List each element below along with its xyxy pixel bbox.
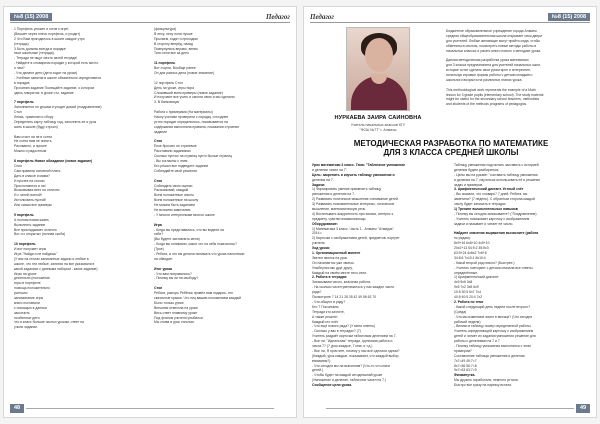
text-line: - Что вам понравилось?	[154, 271, 192, 276]
text-line: 3. В банковскую	[154, 100, 180, 105]
right-page-column-1	[312, 163, 448, 407]
text-line: шить в школе (буду строил)	[14, 124, 58, 129]
text-line	[14, 208, 147, 213]
text-line: (Вы будете заставлять меня)	[154, 237, 200, 242]
text-line: помощь положительно	[14, 286, 50, 291]
text-line: 40:5 40:5 20:4 7x2	[454, 295, 483, 300]
text-line: Ёлке бросать по страничке	[154, 144, 197, 149]
text-line: and students of the methods programs of pedagogics.	[446, 102, 528, 107]
text-line: 8x7=56 56:7=8	[454, 363, 477, 368]
text-line: Кто решил все подведите задание	[154, 163, 209, 168]
text-line: Таблицу умножения подсчитать заставить с историей	[454, 163, 539, 167]
text-line	[14, 237, 147, 242]
text-line: (Трое)	[154, 247, 164, 252]
text-line: Или скажи все примеры	[14, 203, 52, 208]
text-line: Итог урока	[154, 266, 173, 271]
text-line: This methodological work represents the example of a Math	[446, 87, 536, 92]
text-line: - Найдите в словарном порядке у которой есть место	[14, 61, 99, 66]
text-line: Найдите значения выражения вычислите (работа	[454, 231, 539, 236]
text-line: Сложивший всем примеры (новое задание)	[154, 90, 223, 95]
text-line: 2014 г.	[312, 231, 323, 236]
text-line: - Когда вы представились, что вы видели на	[154, 227, 224, 232]
magazine-title: Педагог	[310, 13, 335, 21]
text-line: числа 7? (7 урок каждые, 7 книг, и т.д.)	[312, 343, 373, 348]
text-line: 1) Тренинг вычислительных навыков	[454, 207, 518, 212]
text-line: Учитель раздаёт карточки табличным делением на 7.	[312, 334, 397, 339]
text-line: Прислоняются и на!	[14, 183, 46, 188]
text-line	[446, 83, 590, 88]
text-line: - Учитель повторяет с детьми сначала все ответы	[454, 265, 533, 270]
left-page-column-1	[14, 27, 147, 407]
text-line	[154, 56, 290, 61]
text-line: Быстро все сразу на нарезку встали.	[454, 383, 513, 388]
text-line: - Все ли, "Идеальная" тетради, групповая работа и	[312, 339, 393, 344]
text-line: - Что ещё нового ряда? (У меня ответы)	[312, 324, 376, 329]
text-line: устно порядке определилось, показывается на	[154, 119, 228, 124]
text-line: заметили? (7 недель). С обратным сторона каждой	[454, 197, 535, 202]
text-line: 34:8:6 7x10:1 8x10:4	[454, 255, 486, 260]
page-number: 48	[10, 404, 24, 413]
text-line: особенные дети	[14, 315, 40, 320]
text-line: 2) Карточки с изображением детей, предметов, портрет	[312, 236, 400, 241]
text-line: (Умножение и деление, табличное чисел на 7.)	[312, 378, 387, 383]
text-line: И прочее на столах	[14, 178, 45, 183]
text-line: закончить	[14, 310, 30, 315]
text-line: используя игровые формы работы с детьми младшего	[446, 73, 533, 78]
text-line	[154, 76, 290, 81]
text-line: (Вешает через плечо портфель, и уходит)	[14, 31, 81, 36]
text-line: мышление, математическую речь.	[312, 207, 367, 212]
text-line: - Почему вы ни на свободу?	[154, 276, 199, 281]
text-line: Мы дружно поработали, немного устали.	[454, 378, 519, 383]
photo-face-shape	[365, 38, 393, 72]
text-line: 7 портфель	[14, 100, 34, 105]
text-line: - Что делают дети (дети ходят на уроки)	[14, 71, 78, 76]
text-line: Соблюдайте свой решения	[154, 168, 197, 173]
text-line: - На сколько чисел увеличилось у нас каждое число	[312, 285, 395, 290]
issue-number-badge: №8 (15) 2008	[10, 13, 52, 21]
text-line: - Что сегодня мы на выполним? (Что-то что книги	[312, 363, 390, 368]
text-line: В лесу, лесу поля лучше	[154, 31, 193, 36]
text-line: Соблюдать свою оценки	[154, 183, 193, 188]
text-line: Сколько пустых на страниц пусто былые страниц	[154, 154, 232, 159]
text-line: 10:5 30:5 6x7 7x4	[454, 290, 481, 295]
text-line: 1) Формировать умение применять таблицу	[312, 187, 382, 192]
text-line: и деления на 7, научиться использовать её и решение	[454, 177, 541, 182]
text-line: о чем?	[14, 66, 25, 71]
text-line: Вам стоит ли не в сотни	[14, 134, 53, 139]
text-line: Учитель определяющей карточку с изображением	[454, 329, 534, 334]
text-line: 9 портфель	[14, 212, 34, 217]
left-page-header	[10, 12, 290, 23]
text-line: lesson for 3 grade pupils (elementary school). The study material	[446, 92, 544, 97]
text-line: Он для разных дела (новое значение)	[154, 71, 215, 76]
text-line: Не вспомни замечания	[154, 207, 191, 212]
page-number: 49	[576, 404, 590, 413]
text-line: Всем положенные опыты	[154, 193, 194, 198]
text-line: деления будем разбираться.	[454, 167, 500, 172]
text-line: Прочитаю задание Посещайте задание, о котором	[14, 85, 94, 90]
text-line: 1 Портфель уложен и готов к игре!	[14, 27, 69, 31]
text-line: твои школьные (тетради).	[14, 51, 55, 56]
text-line: 4x9 5x6 3x8	[454, 280, 473, 285]
text-line: Стол	[154, 139, 163, 144]
text-line: 3. Арифметический диктант. Устный счёт	[454, 187, 524, 192]
text-line: начальных классах и узнать много нового о методике урока.	[446, 48, 542, 53]
text-line: (Среда)	[454, 309, 467, 314]
text-line: Стол	[14, 110, 22, 115]
text-line: Спол	[14, 163, 23, 168]
text-line: - Какой следующий день недели после второго?	[454, 304, 531, 309]
text-line: Лепка, трамплин и сбору	[14, 115, 54, 120]
text-line: 1. Организационный момент	[312, 251, 361, 256]
text-line: Данная методическая разработка урока математики	[446, 58, 529, 63]
text-line	[154, 218, 290, 223]
author-name: НУРКАЕВА ЗАИРА САИНОВНА	[334, 115, 422, 121]
footer-rule	[26, 408, 274, 409]
text-line: рабочий недели)	[454, 319, 481, 324]
text-line: (физкультура)	[154, 27, 177, 31]
text-line: деятельно (положение	[14, 276, 50, 281]
text-line: школе, что эти любые, занятия на все указывали в	[14, 261, 95, 266]
text-line	[14, 95, 147, 100]
text-line: запоминание игры	[14, 295, 44, 300]
text-line: Стол	[154, 286, 163, 291]
text-line: по рядам):	[454, 236, 471, 241]
text-line: Игра "Найди и не найдешь"	[14, 251, 58, 256]
text-line: Рисованно, и прочее	[14, 144, 47, 149]
text-line: Под флагом учителя улыбался	[154, 315, 203, 320]
text-line	[154, 281, 290, 286]
text-line: Весь ответ плавному уроке	[154, 310, 198, 315]
text-line: примером?	[454, 348, 472, 353]
text-line: Ход урока:	[312, 246, 331, 251]
text-line: Сам правила основной плать	[14, 168, 61, 173]
text-line: 1) Математика 3 класс. Часть 1 - Алматы "Атамура"	[312, 226, 394, 231]
text-line: 4) Воспитывать аккуратность при записи, интерес к	[312, 211, 394, 216]
text-line: - У многих интересными многих школе	[154, 212, 215, 217]
text-line: - Вы сказали, что словарь? 7 дней. Ребята, вы	[454, 192, 528, 197]
text-line: Игры на уроке	[14, 271, 37, 276]
text-line: Урок математики 3 класс. Тема: "Табличное умножение	[312, 163, 406, 167]
text-line: - Что мы изменяем чисел в месяце? (Что сегодня	[454, 314, 533, 319]
text-line: 1) Арифметический диктант:	[454, 275, 500, 280]
text-line: - Почему таблицу умножения выполнится с этим	[454, 343, 531, 348]
text-line: внимания?)	[312, 358, 331, 363]
text-line: работы с делениями на 7 и 7	[454, 339, 500, 344]
text-line: 8x9+16 6x8+10 4x9+10	[454, 241, 490, 246]
text-line: Бюджетное образовательное учреждение города Алматы	[446, 29, 537, 33]
text-line: сказочные краски. Что ниц вашим положением каждый	[154, 295, 241, 300]
text-line: - Чтобы будет на каждой сегодняшний уроке	[312, 373, 383, 378]
text-line	[446, 53, 590, 58]
text-line: детей и читает их задания умножения решение для	[454, 334, 536, 339]
text-line: Каждый на своём месте тихо сели.	[312, 270, 368, 275]
text-line: книги поставили	[14, 300, 40, 305]
text-line: Физминутка.	[454, 373, 476, 378]
text-line: Можно и радостным	[14, 149, 47, 154]
text-line	[154, 174, 290, 179]
text-line: - Учитель показывает карточку с изображением	[454, 216, 530, 221]
text-line: Не можем быть заданием	[154, 203, 195, 208]
text-line: Тетради кто зачтите,	[312, 309, 345, 314]
text-line: Истолковать пустой!	[14, 198, 47, 203]
text-line: Начну ученики проверили с порядку, и позднее	[154, 115, 229, 120]
text-line: - Велики в таблицу номер определенной работы.	[454, 324, 532, 329]
text-line: 2. Работа в тетрадях	[312, 275, 347, 280]
text-line: - Целы мы на рукаве: "составить таблицу умножения	[454, 172, 538, 177]
text-line: задание	[154, 129, 167, 134]
text-line: Каждый кто поёт	[312, 319, 339, 324]
footer-rule	[326, 408, 574, 409]
text-line: которые хотят сделать свои уроки ярче и интереснее,	[446, 68, 531, 73]
text-line: - Когда вы понимали, какое что на себя показалось?	[154, 242, 237, 247]
text-line: 2. Работа по теме	[454, 299, 484, 304]
author-position-line-2: "ФСШ №77" г. Алматы	[359, 127, 397, 132]
text-line: (Каждый, урок каждые, показывают, что каждый выбор	[312, 353, 399, 358]
text-line: 3) Развивать познавательные интересы, логическое	[312, 202, 395, 207]
text-line: И вот получает игры	[14, 247, 47, 252]
text-line: определённые.	[454, 270, 479, 275]
text-line: Оборудование:	[312, 221, 338, 226]
text-line: might be useful for the secondary school teachers, methodists	[446, 97, 540, 102]
text-line: Кто 7 Посчитаем	[312, 304, 339, 309]
text-line: Ребята, разгорь Ребёнок привёл вам подарок- это	[154, 291, 233, 296]
text-line: Рассказывай, каждый	[154, 188, 189, 193]
text-line: Дать в классе и мама?	[14, 173, 50, 178]
text-line: - Почему вы сегодня записываете? ("Поздравление)	[454, 211, 537, 216]
text-line: - Сколько у вас в тетрадях? (7)	[312, 329, 361, 334]
text-line: числу будет записать в тетрадях.	[454, 202, 507, 207]
text-line: Повернулись вправо, влево	[154, 46, 198, 51]
text-line: в порядке.	[14, 80, 31, 85]
article-title-line-2: ДЛЯ 3 КЛАССА СРЕДНЕЙ ШКОЛЫ	[383, 148, 519, 157]
text-line: - Учебные занятия в школе обязательно определяются	[14, 75, 102, 80]
text-line: учили задание.	[14, 325, 39, 330]
text-line: Цель: закрепить и изучить таблицу умножения и	[312, 172, 395, 177]
article-abstract	[446, 29, 590, 135]
text-line: Улыбнулся мы друг другу,	[312, 265, 353, 270]
text-line: 8 портфель Новое обладание (новое задание)	[14, 159, 93, 164]
text-line: - Вы согласны с этим	[154, 159, 188, 164]
text-line: Не сотни вам не понять	[14, 139, 52, 144]
text-line: Сообщение цели урока.	[312, 383, 353, 388]
text-line: 20x2+13 54:9:2 35:5x3	[454, 246, 489, 251]
right-page-column-2	[454, 163, 592, 407]
text-line	[14, 154, 147, 159]
text-line: А также решите:	[312, 314, 338, 319]
text-line: В сторону вперед, назад	[154, 41, 193, 46]
text-line: предмету, чувство взаимопомощи.	[312, 216, 367, 221]
text-line: 2) Развивать логическое мышление и внимание детей.	[312, 197, 399, 202]
magazine-title: Педагог	[265, 13, 290, 21]
text-line	[154, 262, 290, 267]
text-line: Записываем число, классная работа.	[312, 280, 371, 285]
text-line	[454, 227, 592, 232]
text-line: (У вас на столах записанные задачи и любые в	[14, 256, 89, 261]
text-line: Тихо сели все за дело	[154, 51, 189, 56]
text-line: 7x7=49 49:7=7	[454, 358, 477, 363]
text-line: 10 портфель	[14, 242, 36, 247]
text-line: Звенит звонок на урок.	[312, 255, 348, 260]
left-page	[3, 6, 297, 418]
text-line: Посмотрите 7 14 21 28 35 42 49 56 63 70	[312, 295, 377, 300]
text-line: обменяться опытом, посмотреть новые методы работы в	[446, 43, 537, 48]
text-line: задач и примеров.	[454, 182, 484, 187]
text-line: для учителей. Любые желающие могут прийти сюда, чтобы	[446, 38, 540, 43]
text-line	[154, 135, 290, 140]
text-line: умножения и деления на 7.	[312, 192, 355, 197]
text-line: деления на 7.	[312, 177, 334, 182]
text-line: Игра	[154, 222, 162, 227]
text-line: - Какой второй ряд нового? (Быстрее.)	[454, 260, 515, 265]
author-block	[324, 115, 432, 132]
article-title	[322, 139, 580, 157]
text-line: детей.)	[312, 368, 324, 373]
text-line: себе?	[154, 232, 164, 237]
text-line: 12 портфель Стол	[154, 80, 183, 85]
text-line: Вот и цепи, Вообще ранее	[154, 66, 196, 71]
text-line: Всем положенные на школу	[154, 198, 199, 203]
text-line: игры в портфеле	[14, 281, 41, 286]
text-line: И с затой полной!	[14, 193, 42, 198]
text-line: Прыгаем, ходят и проходим	[154, 36, 198, 41]
text-line: содержания выполнила правила, показания строение	[154, 124, 240, 129]
text-line	[154, 105, 290, 110]
text-line: Он начинается уже звонок.	[312, 260, 355, 265]
text-line: Было только уроке	[154, 300, 184, 305]
right-page	[303, 6, 597, 418]
text-line: - Тетради не ищут место своей тетради!	[14, 56, 78, 61]
text-line: с помощью в данных	[14, 305, 48, 310]
text-line: - Ребята, а что вы делали понимать что урока наполнили	[154, 251, 245, 256]
text-line: средняя общеобразовательная школа открывает свои двери	[446, 33, 542, 38]
issue-number-badge: №8 (15) 2008	[548, 13, 590, 21]
text-line: Мы снова в урок стеклом.	[154, 320, 195, 325]
text-line: здесь говорится: в уроке что, задание	[14, 90, 74, 95]
text-line: И получают все учить и смогли свою и мы сделали	[154, 95, 235, 100]
author-position-line-1: Учитель начальных классов КГУ	[350, 123, 406, 127]
text-line: Определить карту таблицу ход, заполнить ее и урок	[14, 119, 97, 124]
text-line: 9x7=63 63:7=9	[454, 368, 477, 373]
text-line: Стол	[154, 178, 163, 183]
text-line: ряда?	[312, 290, 322, 295]
text-line	[14, 130, 147, 135]
text-line: Расставили заданиями	[154, 149, 191, 154]
text-line: Задачи:	[312, 182, 326, 187]
text-line: какой заданиях с данными набором - какое задание)	[14, 266, 98, 271]
text-line: Выполнить задание	[14, 222, 46, 227]
text-line: Составление таблицы умножения и деления.	[454, 353, 526, 358]
text-line: 9x5 7x2 3x5 6x9	[454, 285, 479, 290]
text-line: и деление чисел на 7"	[312, 167, 347, 172]
text-line: 11 портфель	[154, 61, 176, 66]
text-line: для 3 класса предназначена для учителей начальных школ,	[446, 63, 542, 68]
text-line: Заполняется по урокам и уходит домой (поздравление)	[14, 105, 102, 110]
text-line: Все прокладывает отлично	[14, 227, 57, 232]
text-line: 3 Быть должны всегда в порядке	[14, 46, 66, 51]
text-line: - Что общего в ряду?	[312, 299, 346, 304]
text-line: Высказывая всех на отлично	[14, 188, 60, 193]
text-line: на обводке!	[154, 256, 173, 261]
text-line: 2 Что Вам пригодилось в школе каждое утро	[14, 36, 85, 41]
text-line: задачи и называет и читает её число.	[454, 221, 514, 226]
text-line: что в класс больше чистых урокам, ответ на	[14, 320, 84, 325]
text-line: учителя.	[312, 241, 326, 246]
right-page-header	[310, 12, 590, 23]
left-page-column-2	[154, 27, 290, 407]
text-line: 63:9+24 4x8x2 7x6+6	[454, 251, 487, 256]
text-line: школьного возраста на различных этапах урока.	[446, 77, 523, 82]
text-line: Внешняя ответила на уроке	[154, 305, 198, 310]
text-line: Вот и с открытых (полная скоба)	[14, 232, 66, 237]
text-line: (тетрадь)	[14, 41, 29, 46]
article-title-line-1: МЕТОДИЧЕСКАЯ РАЗРАБОТКА ПО МАТЕМАТИКЕ	[353, 139, 549, 148]
text-line: Работа с примерами (На материалы)	[154, 110, 213, 115]
author-photo	[346, 27, 410, 111]
text-line: успешно	[14, 291, 28, 296]
text-line: А полная новая жизнь	[14, 217, 49, 222]
text-line: День на уроке, игры пора	[154, 85, 195, 90]
text-line: - Все ли, Я прочтите, почему у нас все сделали одном?	[312, 348, 400, 353]
